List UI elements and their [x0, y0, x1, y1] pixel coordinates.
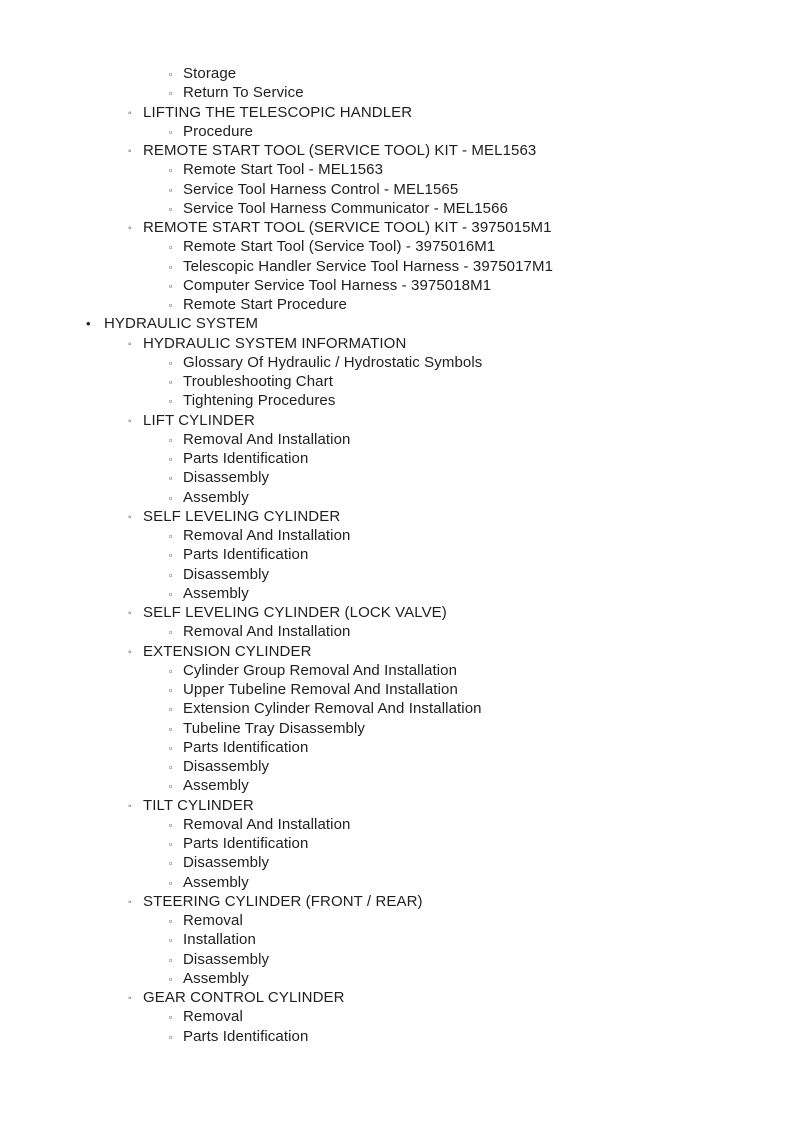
list-item [0, 372, 794, 391]
bullet-icon: ▫ [169, 839, 173, 849]
item-label: HYDRAULIC SYSTEM INFORMATION [143, 334, 407, 352]
item-label: Disassembly [183, 758, 270, 775]
item-label: GEAR CONTROL CYLINDER [143, 989, 345, 1006]
item-label: Remote Start Tool - MEL1563 [183, 161, 384, 179]
bullet-icon: ▫ [169, 88, 173, 99]
list-item [0, 776, 794, 795]
item-label: TILT CYLINDER [143, 796, 254, 814]
bullet-icon: ▫ [169, 1012, 173, 1023]
bullet-icon: ▫ [169, 492, 173, 503]
bullet-icon: ▫ [169, 126, 173, 137]
list-item [0, 545, 794, 564]
list-item [0, 738, 794, 757]
list-item [0, 295, 794, 314]
bullet-icon: ▫ [169, 704, 173, 715]
subsection-heading [0, 334, 794, 353]
bullet-icon: ▫ [169, 627, 173, 638]
list-item [0, 757, 794, 776]
bullet-icon: ▫ [169, 569, 173, 580]
list-item [0, 815, 794, 834]
bullet-icon: ▫ [169, 434, 173, 445]
item-label: REMOTE START TOOL (SERVICE TOOL) KIT - MEL1563 [143, 142, 537, 159]
list-item [0, 83, 794, 102]
bullet-icon: ◦ [128, 511, 132, 523]
bullet-icon: ▫ [169, 935, 173, 946]
bullet-icon: ▫ [169, 377, 173, 387]
item-label: Parts Identification [183, 738, 309, 756]
list-item [0, 391, 794, 410]
list-item [0, 237, 794, 256]
item-label: Glossary Of Hydraulic / Hydrostatic Symbols [183, 353, 483, 371]
item-label: Assembly [183, 873, 249, 891]
list-item [0, 911, 794, 930]
list-item [0, 680, 794, 699]
list-item [0, 488, 794, 507]
item-label: Parts Identification [183, 450, 309, 467]
bullet-icon: ▫ [169, 916, 173, 926]
list-item [0, 449, 794, 468]
list-item [0, 969, 794, 988]
item-label: Removal And Installation [183, 430, 351, 448]
item-label: Service Tool Harness Control - MEL1565 [183, 180, 459, 198]
item-label: Service Tool Harness Communicator - MEL1566 [183, 199, 508, 217]
bullet-icon: ▫ [169, 357, 173, 368]
item-label: Installation [183, 931, 256, 949]
item-label: Disassembly [183, 854, 270, 872]
list-item [0, 468, 794, 487]
item-label: Disassembly [183, 950, 270, 968]
list-item [0, 661, 794, 680]
item-label: Parts Identification [183, 546, 309, 564]
item-label: Parts Identification [183, 1027, 309, 1045]
item-label: Storage [183, 65, 237, 82]
list-item [0, 64, 794, 83]
bullet-icon: ▫ [169, 819, 173, 830]
bullet-icon: ▫ [169, 781, 173, 792]
list-item [0, 699, 794, 718]
item-label: Assembly [183, 488, 249, 506]
bullet-icon: ▫ [169, 685, 173, 695]
bullet-icon: ▫ [169, 261, 173, 272]
bullet-icon: ▫ [169, 165, 173, 176]
list-item [0, 257, 794, 276]
list-item [0, 353, 794, 372]
bullet-icon: ▫ [169, 954, 173, 965]
subsection-heading [0, 218, 794, 237]
item-label: Telescopic Handler Service Tool Harness - 3975017M1 [183, 257, 554, 275]
list-item [0, 873, 794, 892]
list-item [0, 719, 794, 738]
item-label: Return To Service [183, 84, 304, 102]
table-of-contents-list [0, 64, 794, 1046]
item-label: Assembly [183, 584, 249, 602]
bullet-icon: ◦ [128, 896, 132, 908]
subsection-heading [0, 892, 794, 911]
bullet-icon: ▫ [169, 454, 173, 464]
bullet-icon: ◦ [128, 223, 132, 234]
item-label: Removal And Installation [183, 623, 351, 641]
bullet-icon: ▫ [169, 531, 173, 541]
document-page [0, 64, 794, 1046]
item-label: Disassembly [183, 565, 270, 583]
list-item [0, 199, 794, 218]
item-label: Tubeline Tray Disassembly [183, 719, 366, 737]
list-item [0, 276, 794, 295]
item-label: Procedure [183, 122, 254, 140]
list-item [0, 622, 794, 641]
bullet-icon: ◦ [128, 646, 132, 658]
bullet-icon: ◦ [128, 608, 132, 619]
list-item [0, 1007, 794, 1026]
item-label: Remote Start Tool (Service Tool) - 3975016M1 [183, 238, 496, 256]
bullet-icon: ▫ [169, 973, 173, 984]
bullet-icon: ◦ [128, 415, 132, 427]
item-label: STEERING CYLINDER (FRONT / REAR) [143, 892, 423, 910]
item-label: SELF LEVELING CYLINDER [143, 507, 341, 525]
bullet-icon: ◦ [128, 993, 132, 1004]
list-item [0, 834, 794, 853]
list-item [0, 853, 794, 872]
bullet-icon: ▫ [169, 300, 173, 310]
bullet-icon: ▫ [169, 877, 173, 888]
item-label: Removal [183, 1008, 243, 1026]
bullet-icon: ▫ [169, 69, 173, 79]
bullet-icon: ▫ [169, 550, 173, 561]
bullet-icon: ▫ [169, 723, 173, 734]
item-label: LIFTING THE TELESCOPIC HANDLER [143, 103, 413, 121]
item-label: LIFT CYLINDER [143, 411, 255, 429]
item-label: Upper Tubeline Removal And Installation [183, 681, 458, 698]
item-label: Computer Service Tool Harness - 3975018M1 [183, 276, 492, 294]
bullet-icon: ▫ [169, 396, 173, 407]
bullet-icon: ▫ [169, 203, 173, 214]
subsection-heading [0, 507, 794, 526]
bullet-icon: ▫ [169, 858, 173, 869]
item-label: Disassembly [183, 469, 270, 487]
subsection-heading [0, 603, 794, 622]
list-item [0, 565, 794, 584]
list-item [0, 1027, 794, 1046]
bullet-icon: ▫ [169, 665, 173, 676]
bullet-icon: ▫ [169, 184, 173, 195]
subsection-heading [0, 642, 794, 661]
item-label: HYDRAULIC SYSTEM [104, 315, 259, 333]
bullet-icon: ◦ [128, 107, 132, 119]
list-item [0, 122, 794, 141]
item-label: REMOTE START TOOL (SERVICE TOOL) KIT - 3975015M1 [143, 219, 552, 236]
bullet-icon: ▫ [169, 588, 173, 599]
list-item [0, 950, 794, 969]
item-label: Assembly [183, 777, 249, 795]
item-label: Remote Start Procedure [183, 296, 347, 313]
bullet-icon: ◦ [128, 146, 132, 157]
item-label: SELF LEVELING CYLINDER (LOCK VALVE) [143, 604, 447, 621]
item-label: Removal [183, 912, 243, 929]
item-label: Parts Identification [183, 835, 309, 852]
bullet-icon: ▫ [169, 742, 173, 753]
list-item [0, 430, 794, 449]
item-label: Removal And Installation [183, 815, 351, 833]
section-heading [0, 314, 794, 333]
bullet-icon: ▫ [169, 242, 173, 253]
item-label: Troubleshooting Chart [183, 373, 333, 390]
bullet-icon: ▫ [169, 473, 173, 484]
item-label: Cylinder Group Removal And Installation [183, 661, 458, 679]
list-item [0, 930, 794, 949]
bullet-icon: ▫ [169, 280, 173, 291]
bullet-icon: ◦ [128, 800, 132, 812]
bullet-icon: ▫ [169, 762, 173, 772]
subsection-heading [0, 103, 794, 122]
bullet-icon: • [86, 316, 91, 332]
item-label: Removal And Installation [183, 527, 351, 544]
item-label: Extension Cylinder Removal And Installation [183, 700, 482, 718]
subsection-heading [0, 141, 794, 160]
bullet-icon: ▫ [169, 1031, 173, 1042]
list-item [0, 526, 794, 545]
subsection-heading [0, 411, 794, 430]
item-label: Assembly [183, 969, 249, 987]
item-label: Tightening Procedures [183, 392, 336, 410]
list-item [0, 180, 794, 199]
bullet-icon: ◦ [128, 338, 132, 350]
list-item [0, 160, 794, 179]
subsection-heading [0, 796, 794, 815]
list-item [0, 584, 794, 603]
item-label: EXTENSION CYLINDER [143, 642, 312, 660]
subsection-heading [0, 988, 794, 1007]
